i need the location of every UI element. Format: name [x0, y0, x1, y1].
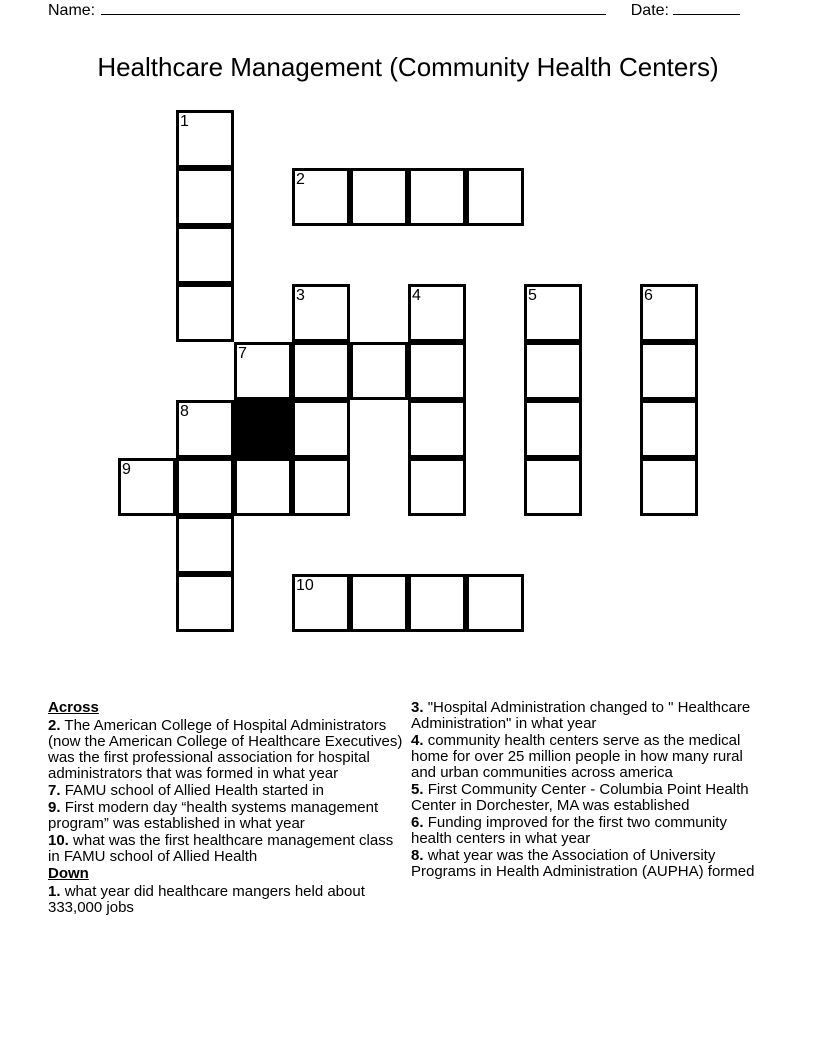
grid-cell[interactable]: [524, 400, 582, 458]
clue-text: what was the first healthcare management class in FAMU school of Allied Health: [48, 832, 394, 865]
grid-cell[interactable]: [408, 458, 466, 516]
clue-number: 3.: [411, 699, 424, 716]
grid-cell[interactable]: [176, 168, 234, 226]
grid-cell[interactable]: [640, 284, 698, 342]
grid-cell[interactable]: [176, 458, 234, 516]
cell-number: 4: [412, 287, 421, 304]
grid-cell[interactable]: [176, 400, 234, 458]
grid-cell[interactable]: [524, 284, 582, 342]
across-heading: Across: [48, 699, 99, 716]
cell-number: 7: [238, 345, 247, 362]
grid-cell[interactable]: [176, 574, 234, 632]
clue-text: The American College of Hospital Administrators (now the American College of Healthcare Executives) was the first professional association for hospital administrators that was formed in what year: [48, 717, 403, 782]
cell-number: 3: [296, 287, 305, 304]
clue-number: 7.: [48, 782, 61, 799]
cell-number: 10: [296, 577, 314, 594]
cell-number: 9: [122, 461, 131, 478]
clue-number: 9.: [48, 799, 61, 816]
clue-number: 4.: [411, 732, 424, 749]
clue-down-4: [411, 733, 771, 781]
grid-cell[interactable]: [292, 342, 350, 400]
clue-across-10: [48, 833, 403, 865]
grid-cell[interactable]: [408, 574, 466, 632]
grid-cell[interactable]: [408, 168, 466, 226]
clue-text: what year did healthcare mangers held about 333,000 jobs: [48, 883, 365, 916]
grid-cell[interactable]: [466, 168, 524, 226]
clue-text: what year was the Association of University Programs in Health Administration (AUPHA) formed: [411, 847, 755, 880]
clue-across-9: [48, 800, 403, 832]
clue-across-2: [48, 718, 403, 782]
grid-cell[interactable]: [292, 574, 350, 632]
grid-cell[interactable]: [350, 342, 408, 400]
grid-cell[interactable]: [466, 574, 524, 632]
cell-number: 6: [644, 287, 653, 304]
grid-cell[interactable]: [350, 168, 408, 226]
date-label: Date:: [630, 2, 669, 19]
clue-text: community health centers serve as the medical home for over 25 million people in how many rural and urban communities across america: [411, 732, 743, 781]
grid-cell[interactable]: [292, 168, 350, 226]
grid-cell[interactable]: [408, 284, 466, 342]
clue-across-7: [48, 783, 403, 799]
down-heading: Down: [48, 865, 89, 882]
grid-cell[interactable]: [176, 226, 234, 284]
grid-cell[interactable]: [524, 458, 582, 516]
grid-cell[interactable]: [292, 284, 350, 342]
clue-down-6: [411, 815, 771, 847]
grid-cell[interactable]: [118, 458, 176, 516]
cell-number: 8: [180, 403, 189, 420]
grid-cell[interactable]: [176, 284, 234, 342]
grid-cell[interactable]: [408, 342, 466, 400]
grid-cell[interactable]: [176, 516, 234, 574]
grid-cell[interactable]: [408, 400, 466, 458]
grid-cell[interactable]: [234, 458, 292, 516]
clue-text: First modern day “health systems management program” was established in what year: [48, 799, 379, 832]
grid-cell[interactable]: [524, 342, 582, 400]
name-label: Name:: [48, 2, 96, 19]
clues-left-column: [48, 700, 403, 917]
cell-number: 1: [180, 113, 189, 130]
clues-right-column: [411, 700, 771, 881]
grid-cell[interactable]: [640, 342, 698, 400]
clue-number: 10.: [48, 832, 69, 849]
clue-text: First Community Center - Columbia Point Health Center in Dorchester, MA was established: [411, 781, 749, 814]
clue-number: 8.: [411, 847, 424, 864]
grid-cell[interactable]: [292, 400, 350, 458]
clue-number: 2.: [48, 717, 61, 734]
clue-number: 1.: [48, 883, 61, 900]
clue-text: FAMU school of Allied Health started in: [64, 782, 324, 799]
cell-number: 2: [296, 171, 305, 188]
grid-cell[interactable]: [350, 574, 408, 632]
grid-cell[interactable]: [234, 342, 292, 400]
cell-number: 5: [528, 287, 537, 304]
grid-cell[interactable]: [176, 110, 234, 168]
grid-cell[interactable]: [292, 458, 350, 516]
grid-cell[interactable]: [640, 458, 698, 516]
page-title: Healthcare Management (Community Health Centers): [97, 52, 719, 82]
clue-down-3: [411, 700, 771, 732]
grid-cell[interactable]: [640, 400, 698, 458]
clue-number: 5.: [411, 781, 424, 798]
clue-down-8: [411, 848, 771, 880]
clue-text: Funding improved for the first two community health centers in what year: [411, 814, 727, 847]
clue-text: "Hospital Administration changed to " Healthcare Administration" in what year: [411, 699, 751, 732]
clue-down-1: [48, 884, 403, 916]
clue-number: 6.: [411, 814, 424, 831]
grid-cell-blocked: [234, 400, 292, 458]
clue-down-5: [411, 782, 771, 814]
